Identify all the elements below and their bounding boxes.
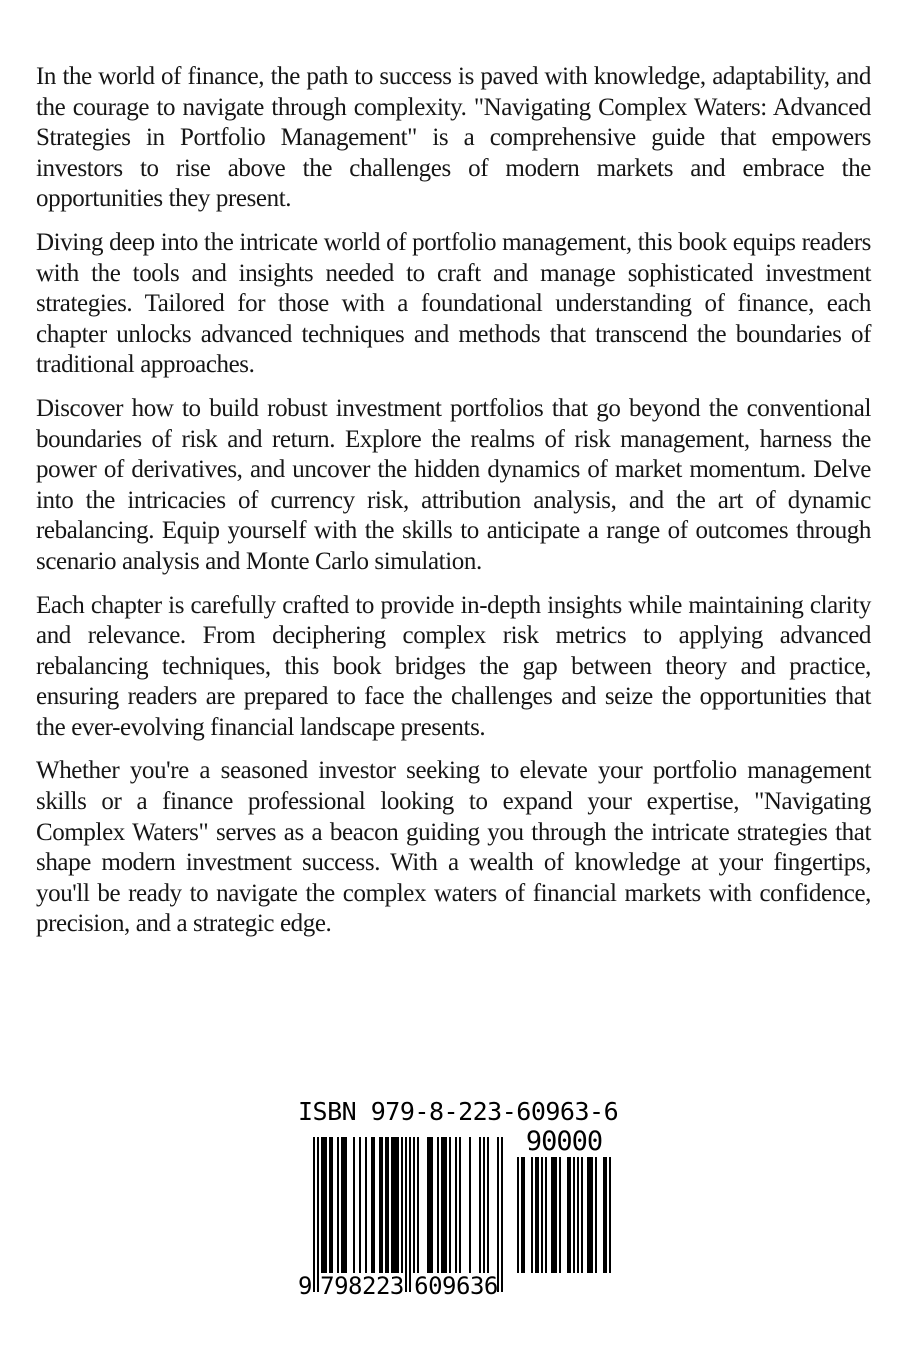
barcode-supplement-value: 90000	[525, 1126, 603, 1157]
isbn-barcode-block	[298, 1097, 619, 1307]
synopsis-paragraph-1: In the world of finance, the path to success is paved with knowledge, adaptability, and the courage to navigate through complexity. "Navigating Complex Waters: Advanced Strategies in Portfolio Management" is a comprehensive guide that empowers investors to rise above the challenges of modern markets and embrace the opportunities they present.	[36, 63, 871, 213]
synopsis-paragraph-2: Diving deep into the intricate world of portfolio management, this book equips readers with the tools and insights needed to craft and manage sophisticated investment strategies. Tailored for those with a foundational understanding of finance, each chapter unlocks advanced techniques and methods that transcend the boundaries of traditional approaches.	[36, 228, 871, 379]
barcode-digit-prefix: 9	[298, 1272, 312, 1300]
synopsis	[36, 62, 871, 953]
synopsis-paragraph-4: Each chapter is carefully crafted to provide in-depth insights while maintaining clarity and relevance. From deciphering complex risk metrics to applying advanced rebalancing techniques, this book bridges the gap between theory and practice, ensuring readers are prepared to face the challenges and seize the opportunities that the ever-evolving financial landscape presents.	[36, 591, 871, 741]
ean13-barcode	[313, 1137, 503, 1292]
barcode-digits-right: 609636	[414, 1272, 498, 1300]
synopsis-paragraph-3: Discover how to build robust investment portfolios that go beyond the conventional boundaries of risk and return. Explore the realms of risk management, harness the power of derivatives, and uncover the hidden dynamics of market momentum. Delve into the intricacies of currency risk, attribution analysis, and the art of dynamic rebalancing. Equip yourself with the skills to anticipate a range of outcomes through scenario analysis and Monte Carlo simulation.	[36, 394, 871, 575]
barcode-digits-left: 798223	[320, 1272, 404, 1300]
ean5-supplement-barcode	[517, 1157, 611, 1273]
isbn-number: ISBN 979-8-223-60963-6	[298, 1097, 619, 1126]
synopsis-paragraph-5: Whether you're a seasoned investor seeking to elevate your portfolio management skills or a finance professional looking to expand your expertise, "Navigating Complex Waters" serves as a beacon guiding you through the intricate strategies that shape modern investment success. With a wealth of knowledge at your fingertips, you'll be ready to navigate the complex waters of financial markets with confidence, precision, and a strategic edge.	[36, 757, 871, 938]
